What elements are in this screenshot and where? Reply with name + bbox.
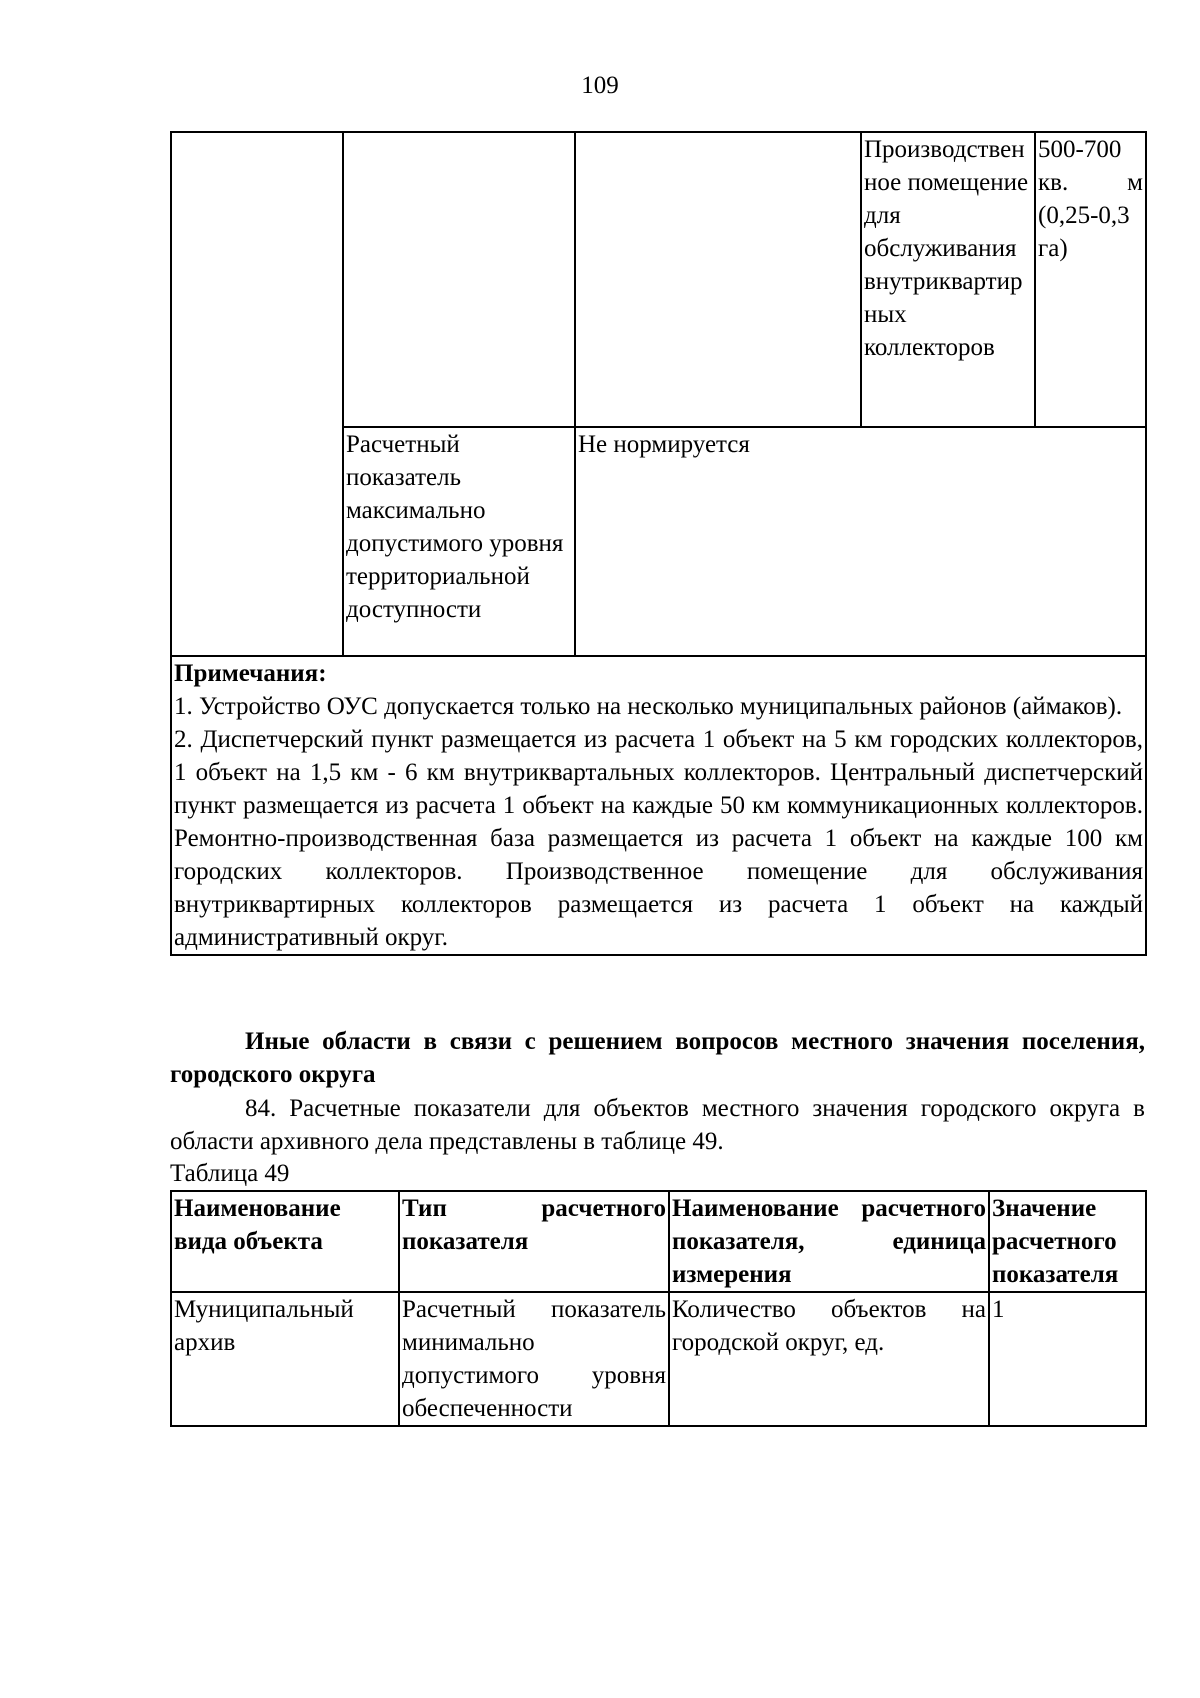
- value-line: 500-700: [1038, 136, 1122, 163]
- value-line: (0,25-0,3 га): [1038, 202, 1130, 262]
- table-cell: Расчетный показатель минимально допустимого уровня обеспеченности: [399, 1292, 669, 1426]
- notes-title: Примечания:: [174, 660, 327, 687]
- table-cell: [575, 132, 861, 427]
- table-row: [171, 656, 1146, 955]
- value-unit: кв.: [1038, 169, 1069, 196]
- table-caption: Таблица 49: [170, 1160, 290, 1187]
- value-unit: м: [1127, 169, 1143, 196]
- column-header: Значение расчетного показателя: [989, 1191, 1146, 1292]
- table-cell: [1035, 132, 1146, 427]
- object-name: Производственное помещение для обслуживания внутриквартирных коллекторов: [864, 136, 1029, 361]
- indicator-type: Расчетный показатель максимально допустимого уровня территориальной доступности: [346, 431, 564, 623]
- table-continuation: [170, 131, 1145, 956]
- table-cell: [575, 427, 1146, 656]
- table-row: [171, 1292, 1146, 1426]
- table-cell: 1: [989, 1292, 1146, 1426]
- table-cell: Количество объектов на городской округ, ед.: [669, 1292, 989, 1426]
- table-cell: [171, 132, 343, 656]
- column-header: Тип расчетного показателя: [399, 1191, 669, 1292]
- page-number: 109: [581, 72, 619, 99]
- section-heading: Иные области в связи с решением вопросов местного значения поселения, городского округа: [170, 1028, 1145, 1088]
- table-row: [171, 132, 1146, 427]
- column-header: Наименование вида объекта: [171, 1191, 399, 1292]
- value-line: [1038, 166, 1143, 199]
- table-cell: [343, 132, 575, 427]
- column-header: Наименование расчетного показателя, единица измерения: [669, 1191, 989, 1292]
- note-item: 2. Диспетчерский пункт размещается из расчета 1 объект на 5 км городских коллекторов, 1 объект на 1,5 км - 6 км внутриквартальных коллекторов. Центральный диспетчерский пункт размещается из расчета 1 объект на каждые 50 км коммуникационных коллекторов. Ремонтно-производственная база размещается из расчета 1 объект на каждые 100 км городских коллекторов. Производственное помещение для обслуживания внутриквартирных коллекторов размещается из расчета 1 объект на каждый административный округ.: [174, 726, 1143, 951]
- table-cell: Муниципальный архив: [171, 1292, 399, 1426]
- table-49: [170, 1190, 1145, 1427]
- table-cell: [861, 132, 1035, 427]
- body-paragraph: 84. Расчетные показатели для объектов местного значения городского округа в области архивного дела представлены в таблице 49.: [170, 1095, 1145, 1155]
- note-item: 1. Устройство ОУС допускается только на несколько муниципальных районов (аймаков).: [174, 693, 1123, 720]
- table-header-row: [171, 1191, 1146, 1292]
- indicator-value: Не нормируется: [578, 431, 750, 458]
- table-cell: [343, 427, 575, 656]
- notes-cell: [171, 656, 1146, 955]
